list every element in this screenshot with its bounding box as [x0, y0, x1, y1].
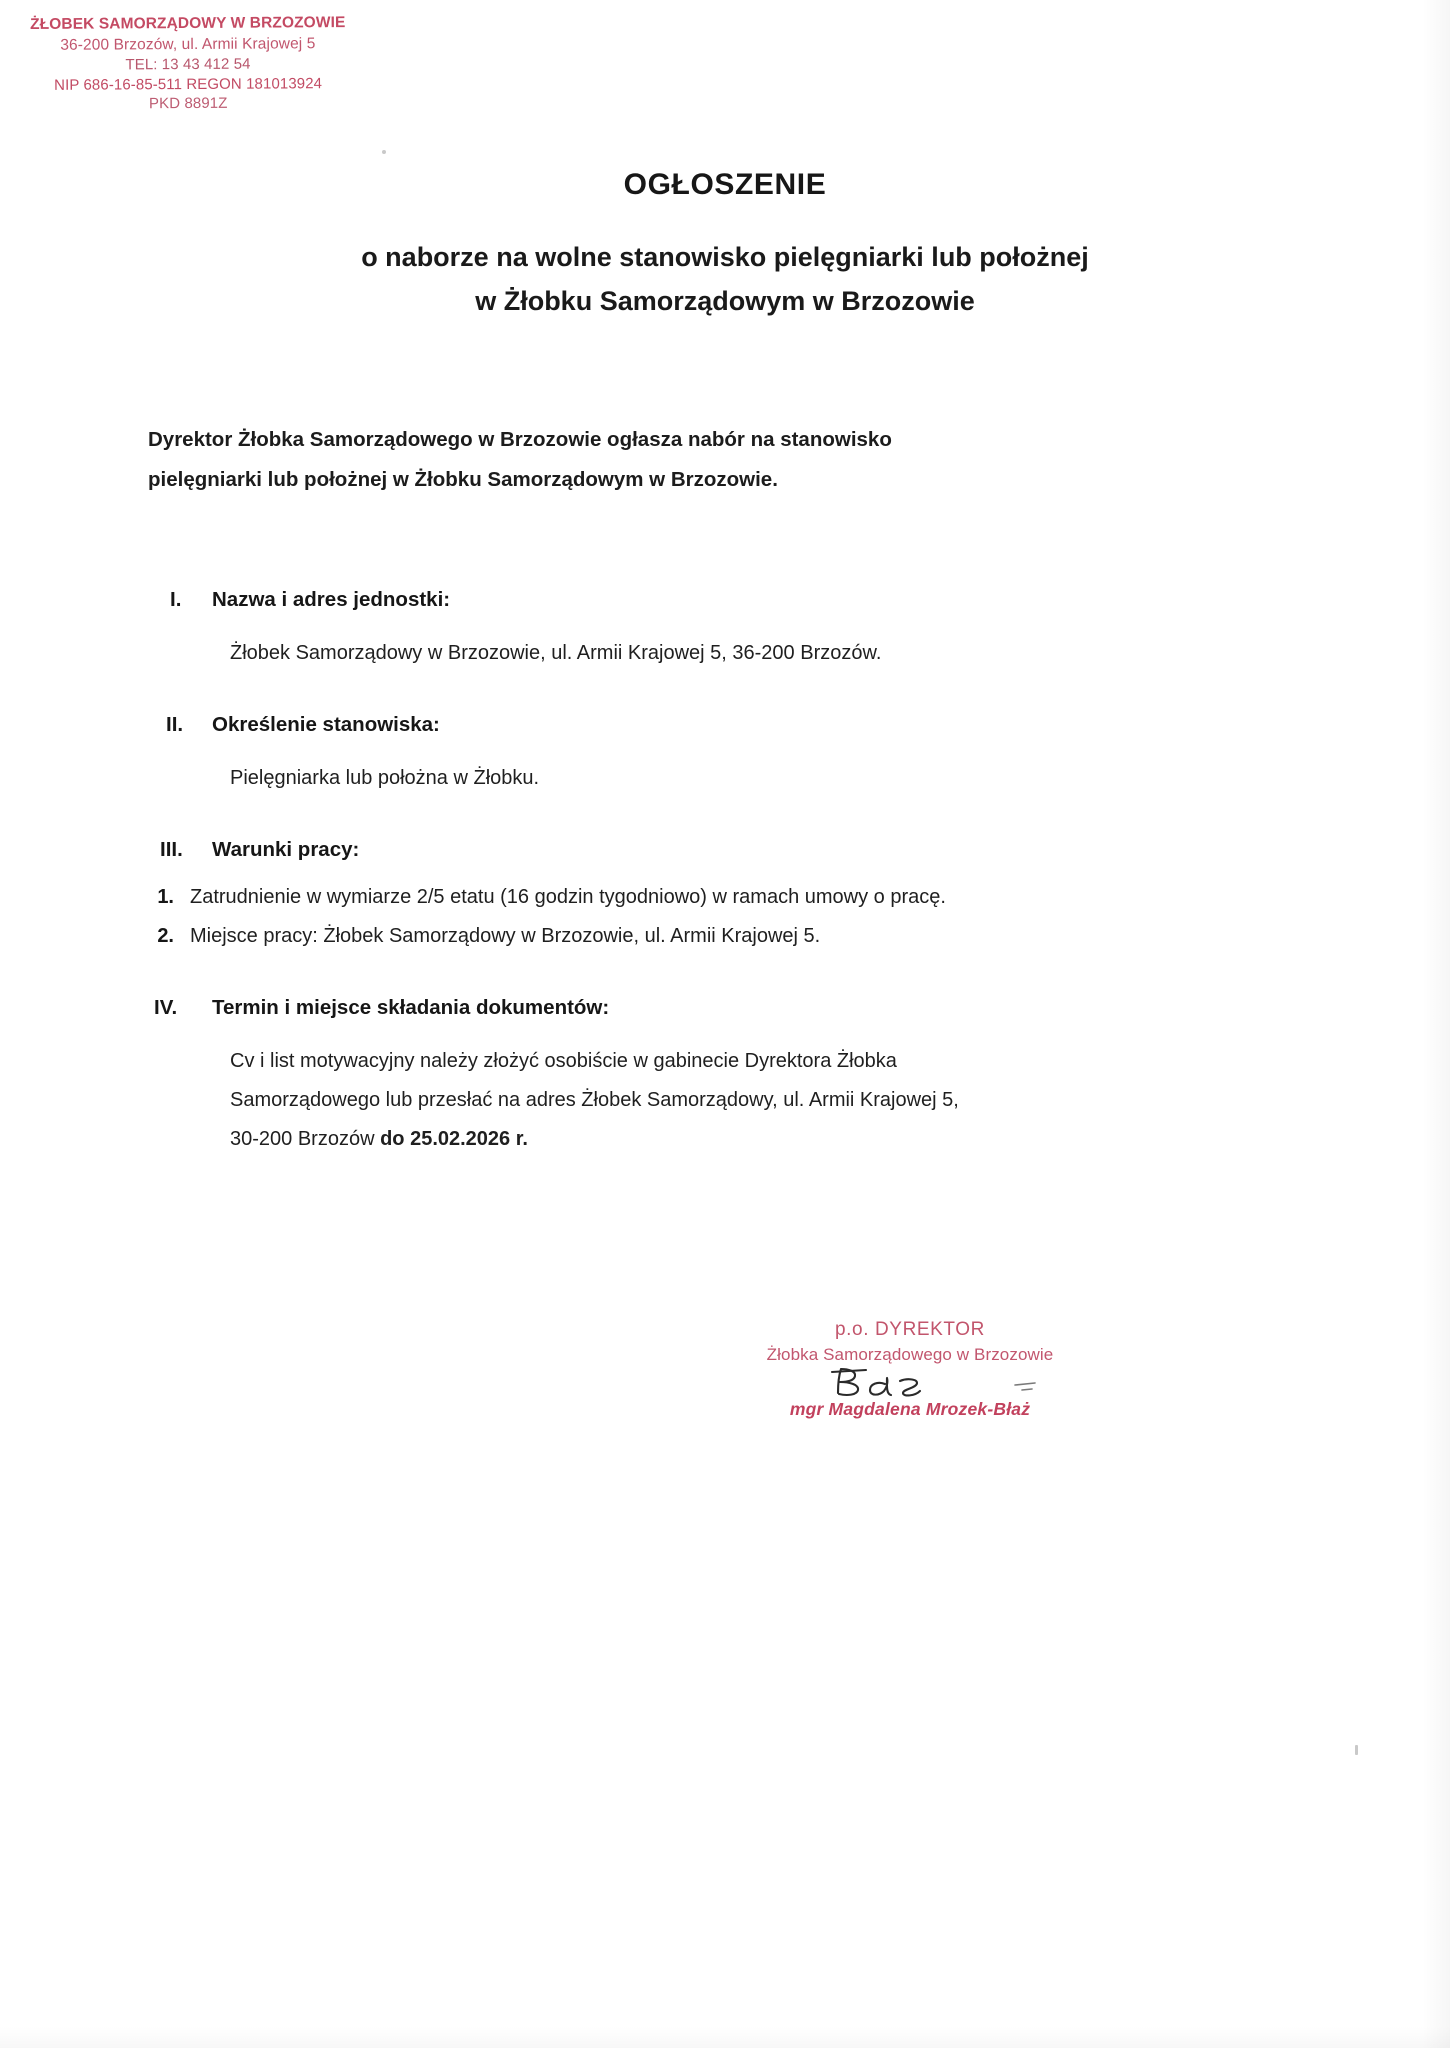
deadline-prefix: 30-200 Brzozów [230, 1128, 381, 1150]
list-item-text: Miejsce pracy: Żłobek Samorządowy w Brzozowie, ul. Armii Krajowej 5. [190, 925, 821, 947]
sections-list [148, 588, 1308, 1199]
page-subtitle-line-1: o naborze na wolne stanowisko pielęgniarki lub położnej [361, 242, 1089, 272]
list-item-text: Zatrudnienie w wymiarze 2/5 etatu (16 godzin tygodniowo) w ramach umowy o pracę. [190, 886, 946, 908]
stamp-line-nip-regon: NIP 686-16-85-511 REGON 181013924 [54, 74, 323, 94]
section-numeral: III. [160, 838, 183, 861]
list-item [148, 917, 1308, 956]
page-subtitle [0, 236, 1450, 323]
section-body [148, 759, 1308, 798]
section-heading-row [148, 588, 1308, 612]
handwritten-signature [700, 1363, 1120, 1403]
section-termin-i-miejsce-skladania-dokumentow [148, 996, 1308, 1159]
scan-speck [1355, 1745, 1358, 1755]
section-body-line: Cv i list motywacyjny należy złożyć osobiście w gabinecie Dyrektora Żłobka [230, 1050, 897, 1072]
section-title: Warunki pracy: [212, 838, 360, 861]
section-body [148, 634, 1308, 673]
scan-speck [382, 150, 386, 154]
intro-line-1: Dyrektor Żłobka Samorządowego w Brzozowie ogłasza nabór na stanowisko [148, 428, 892, 451]
intro-paragraph [148, 420, 1218, 500]
title-block [0, 168, 1450, 323]
section-warunki-pracy [148, 838, 1308, 956]
list-item [148, 878, 1308, 917]
scan-edge-shadow-bottom [0, 2026, 1450, 2048]
warunki-pracy-list [148, 878, 1308, 956]
section-numeral: I. [170, 588, 182, 611]
section-heading-row [148, 713, 1308, 737]
stamp-line-address: 36-200 Brzozów, ul. Armii Krajowej 5 [60, 35, 316, 54]
intro-line-2: pielęgniarki lub położnej w Żłobku Samorządowym w Brzozowie. [148, 467, 778, 491]
section-title: Określenie stanowiska: [212, 713, 440, 736]
stamp-line-phone: TEL: 13 43 412 54 [125, 55, 251, 74]
section-numeral: II. [166, 713, 184, 736]
section-heading-row [148, 996, 1308, 1020]
page-subtitle-line-2: w Żłobku Samorządowym w Brzozowie [475, 285, 975, 316]
section-okreslenie-stanowiska [148, 713, 1308, 798]
signature-organisation: Żłobka Samorządowego w Brzozowie [766, 1344, 1054, 1364]
stamp-line-pkd: PKD 8891Z [148, 95, 228, 113]
deadline-date: do 25.02.2026 r. [380, 1128, 528, 1150]
section-heading-row [148, 838, 1308, 862]
list-item-number: 1. [157, 886, 174, 908]
section-numeral: IV. [154, 996, 178, 1019]
page-title: OGŁOSZENIE [623, 168, 827, 201]
list-item-number: 2. [157, 925, 174, 947]
section-title: Nazwa i adres jednostki: [212, 588, 451, 611]
institution-stamp [8, 13, 369, 115]
signature-role: p.o. DYREKTOR [835, 1319, 985, 1340]
section-body-line: Samorządowego lub przesłać na adres Żłobek Samorządowy, ul. Armii Krajowej 5, [230, 1089, 959, 1111]
signature-name: mgr Magdalena Mrozek-Błaż [789, 1398, 1031, 1419]
stamp-line-name: ŻŁOBEK SAMORZĄDOWY W BRZOZOWIE [30, 14, 346, 33]
section-body-line: Żłobek Samorządowy w Brzozowie, ul. Armii Krajowej 5, 36-200 Brzozów. [230, 642, 882, 664]
section-title: Termin i miejsce składania dokumentów: [212, 996, 610, 1019]
section-body-line: Pielęgniarka lub położna w Żłobku. [230, 767, 540, 789]
section-nazwa-i-adres-jednostki [148, 588, 1308, 673]
section-body [148, 1042, 1308, 1159]
signature-block [700, 1318, 1120, 1420]
section-body-deadline-line [230, 1120, 1308, 1159]
